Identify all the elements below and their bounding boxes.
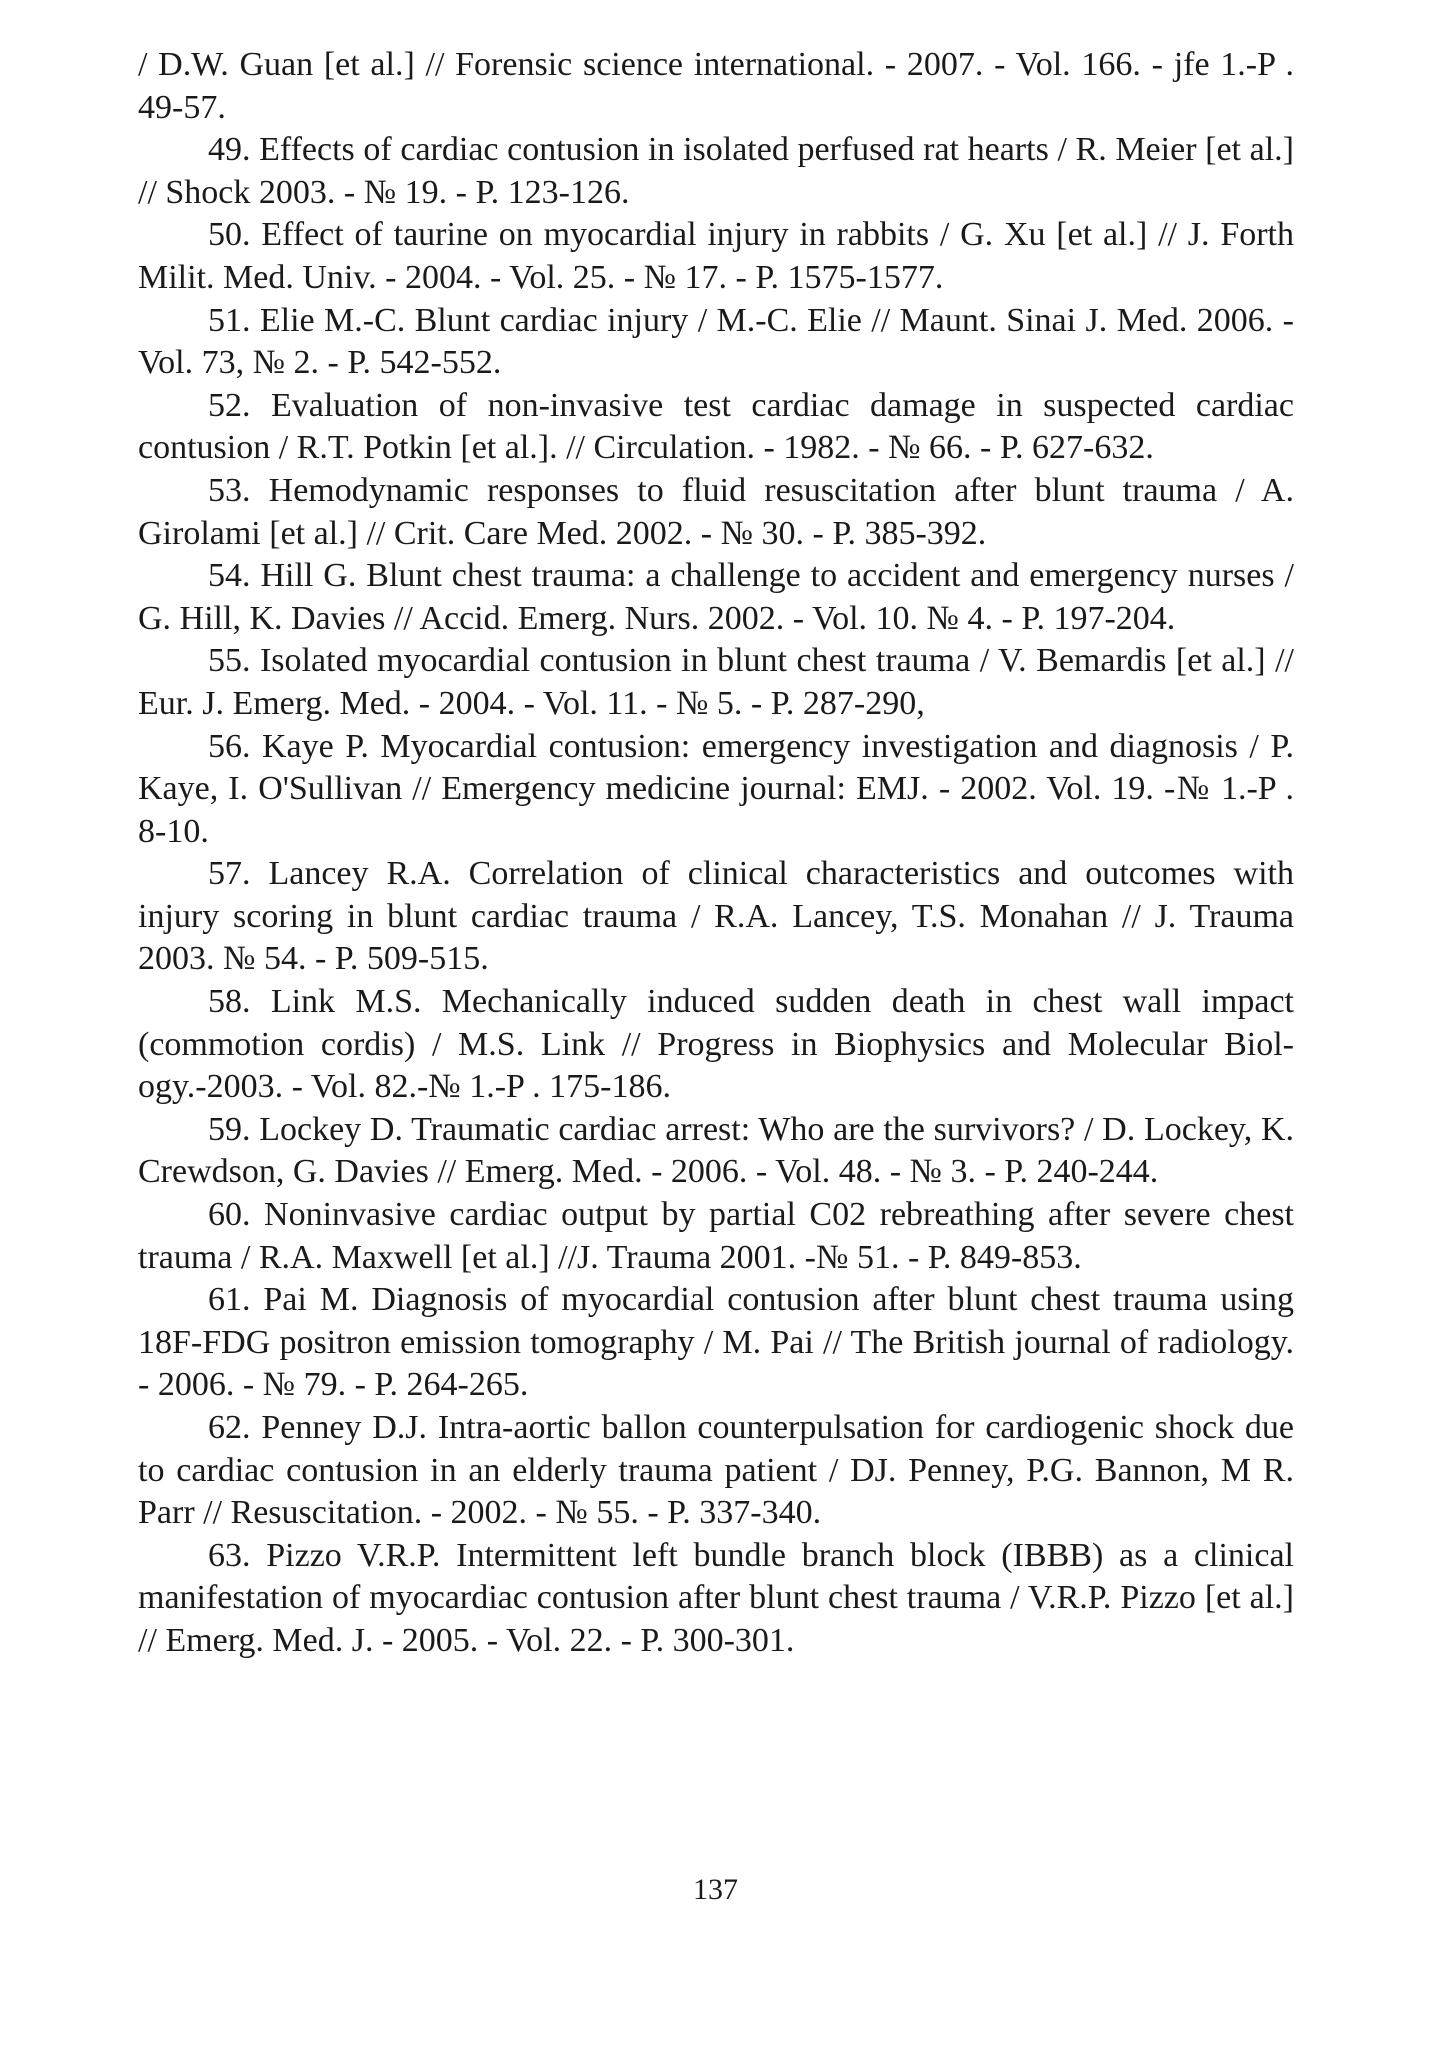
- reference-entry-53: 53. Hemodynamic responses to fluid resuscitation after blunt trauma / A. Girolami [et al.] // Crit. Care Med. 2002. - № 30. - P. 385-392.: [138, 471, 1294, 552]
- reference-entry-51: 51. Elie M.-C. Blunt cardiac injury / M.-C. Elie // Maunt. Sinai J. Med. 2006. - Vol. 73, № 2. - P. 542-552.: [138, 301, 1294, 382]
- reference-entry-52: 52. Evaluation of non-invasive test cardiac damage in suspected cardiac contusion / R.T. Potkin [et al.]. // Circulation. - 1982. - № 66. - P. 627-632.: [138, 386, 1294, 467]
- reference-entry-63: 63. Pizzo V.R.P. Intermittent left bundle branch block (IBBB) as a clinical manifestation of myocardiac contusion after blunt chest trauma / V.R.P. Pizzo [et al.] // Emerg. Med. J. - 2005. - Vol. 22. - P. 300-301.: [138, 1536, 1294, 1659]
- reference-entry-62: 62. Penney D.J. Intra-aortic ballon counterpulsation for cardiogenic shock due to cardiac contusion in an elderly trauma patient / DJ. Penney, P.G. Bannon, M R. Parr // Resuscitation. - 2002. - № 55. - P. 337-340.: [138, 1409, 1294, 1532]
- reference-entry-50: 50. Effect of taurine on myocardial injury in rabbits / G. Xu [et al.] // J. Forth Milit. Med. Univ. - 2004. - Vol. 25. - № 17. - P. 1575-1577.: [138, 216, 1294, 296]
- reference-entry-55: 55. Isolated myocardial contusion in blunt chest trauma / V. Bemardis [et al.] // Eur. J. Emerg. Med. - 2004. - Vol. 11. - № 5. - P. 287-290,: [138, 642, 1294, 722]
- reference-entry-49: 49. Effects of cardiac contusion in isolated perfused rat hearts / R. Meier [et al.] // Shock 2003. - № 19. - P. 123-126.: [138, 131, 1294, 211]
- reference-entry-61: 61. Pai M. Diagnosis of myocardial contusion after blunt chest trauma using 18F-FDG positron emission tomography / M. Pai // The British journal of radiology. - 2006. - № 79. - P. 264-265.: [138, 1281, 1294, 1404]
- reference-entry-57: 57. Lancey R.A. Correlation of clinical characteristics and outcomes with injury scoring in blunt cardiac trauma / R.A. Lancey, T.S. Monahan // J. Trauma 2003. № 54. - P. 509-515.: [138, 855, 1294, 978]
- reference-entry-48-continuation: / D.W. Guan [et al.] // Forensic science international. - 2007. - Vol. 166. - jfe 1.-P . 49-57.: [138, 46, 1294, 126]
- page-number: 137: [693, 1873, 738, 1906]
- reference-list: [138, 44, 1294, 1663]
- reference-entry-58: 58. Link M.S. Mechanically induced sudden death in chest wall impact (commotion cordis) / M.S. Link // Progress in Biophysics and Molecular Biology.-2003. - Vol. 82.-№ 1.-P . 175-186.: [138, 983, 1294, 1106]
- reference-entry-60: 60. Noninvasive cardiac output by partial C02 rebreathing after severe chest trauma / R.A. Maxwell [et al.] //J. Trauma 2001. -№ 51. - P. 849-853.: [138, 1196, 1294, 1276]
- reference-entry-54: 54. Hill G. Blunt chest trauma: a challenge to accident and emergency nurses / G. Hill, K. Davies // Accid. Emerg. Nurs. 2002. - Vol. 10. № 4. - P. 197-204.: [138, 557, 1294, 637]
- reference-entry-56: 56. Kaye P. Myocardial contusion: emergency investigation and diagnosis / P. Kaye, I. O'Sullivan // Emergency medicine journal: EMJ. - 2002. Vol. 19. -№ 1.-P . 8-10.: [138, 727, 1294, 850]
- reference-entry-59: 59. Lockey D. Traumatic cardiac arrest: Who are the survivors? / D. Lockey, K. Crewdson, G. Davies // Emerg. Med. - 2006. - Vol. 48. - № 3. - P. 240-244.: [138, 1110, 1294, 1191]
